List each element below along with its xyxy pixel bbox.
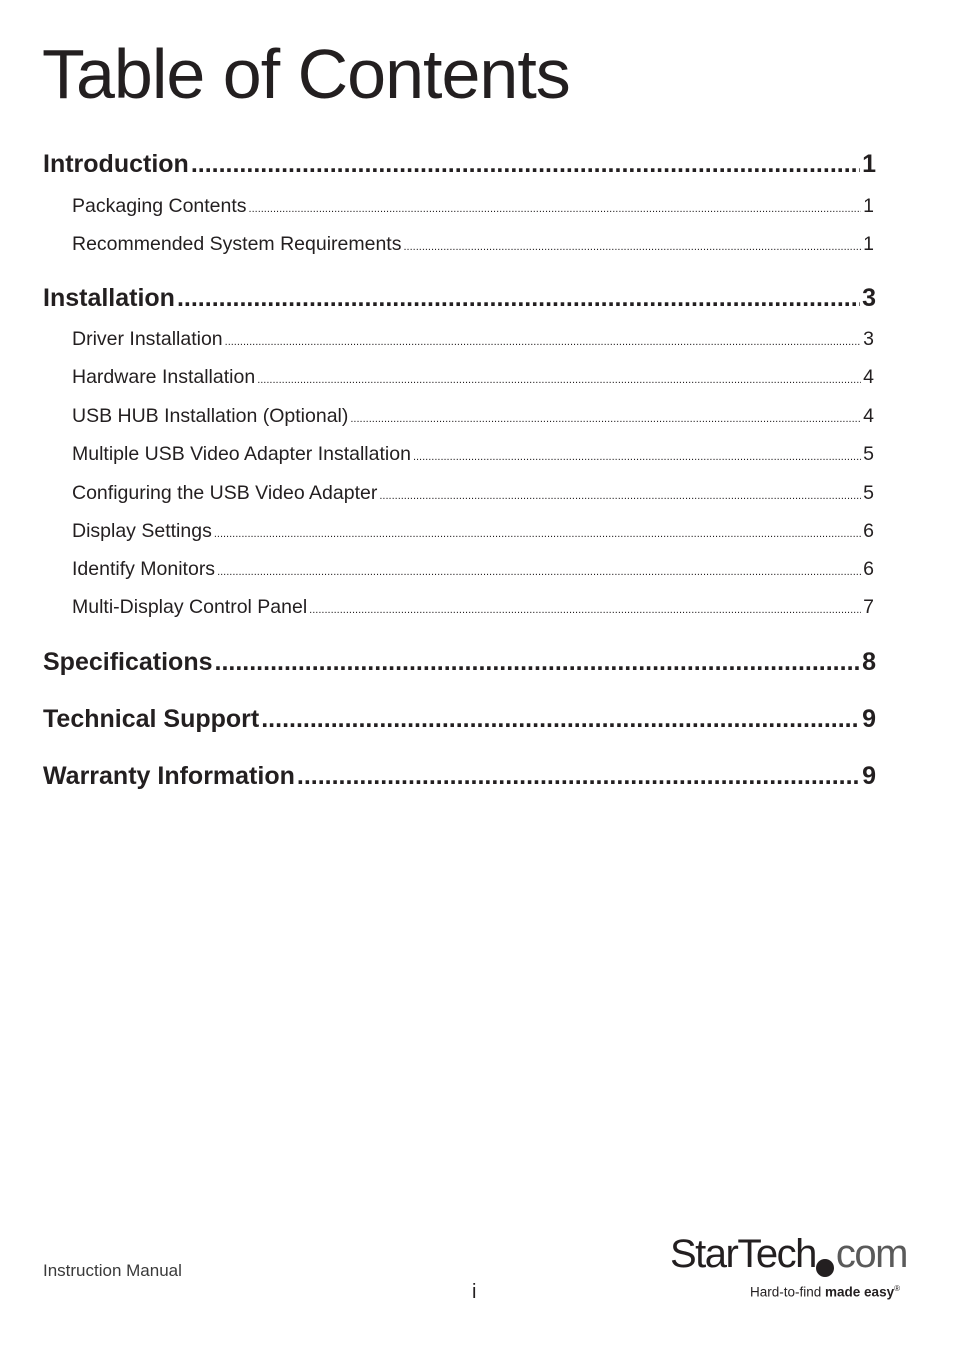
startech-logo	[670, 1232, 915, 1304]
toc-entry-label: Display Settings	[72, 520, 212, 542]
toc-entry-multiple-adapter-installation[interactable]	[72, 443, 874, 469]
toc-entry-page: 7	[863, 596, 874, 618]
toc-entry-page: 6	[863, 558, 874, 580]
dot-leader	[215, 648, 861, 677]
dot-leader	[177, 284, 860, 313]
toc-entry-label: Warranty Information	[43, 762, 295, 790]
dot-leader	[413, 451, 861, 463]
dot-leader	[403, 241, 861, 253]
toc-entry-label: Multiple USB Video Adapter Installation	[72, 443, 411, 465]
logo-brand-suffix: com	[835, 1232, 907, 1276]
dot-leader	[217, 566, 861, 578]
toc-entry-label: Specifications	[43, 648, 213, 676]
toc-entry-page: 5	[863, 443, 874, 465]
toc-entry-page: 1	[863, 233, 874, 255]
toc-entry-multi-display-control-panel[interactable]	[72, 596, 874, 622]
toc-entry-driver-installation[interactable]	[72, 328, 874, 354]
toc-entry-warranty-information[interactable]	[43, 762, 876, 794]
toc-entry-packaging-contents[interactable]	[72, 195, 874, 221]
dot-leader	[191, 150, 860, 179]
logo-dot-icon	[816, 1259, 834, 1277]
toc-entry-page: 1	[862, 150, 876, 178]
toc-entry-page: 3	[862, 284, 876, 312]
toc-entry-page: 5	[863, 482, 874, 504]
logo-tagline	[750, 1284, 900, 1300]
toc-entry-page: 4	[863, 405, 874, 427]
dot-leader	[350, 413, 861, 425]
toc-entry-label: Introduction	[43, 150, 189, 178]
logo-brand-main: StarTech	[670, 1232, 816, 1276]
toc-entry-label: Technical Support	[43, 705, 260, 733]
footer-document-type: Instruction Manual	[43, 1261, 182, 1280]
toc-entry-usb-hub-installation[interactable]	[72, 405, 874, 431]
toc-entry-page: 8	[862, 648, 876, 676]
toc-entry-page: 1	[863, 195, 874, 217]
toc-entry-page: 3	[863, 328, 874, 350]
toc-entry-label: USB HUB Installation (Optional)	[72, 405, 349, 427]
toc-entry-technical-support[interactable]	[43, 705, 876, 737]
toc-entry-label: Multi-Display Control Panel	[72, 596, 308, 618]
toc-entry-introduction[interactable]	[43, 150, 876, 182]
logo-tagline-regular: Hard-to-find	[750, 1284, 826, 1300]
toc-entry-system-requirements[interactable]	[72, 233, 874, 259]
dot-leader	[257, 374, 861, 386]
toc-entry-page: 4	[863, 366, 874, 388]
toc-entry-page: 9	[862, 762, 876, 790]
logo-wordmark	[670, 1232, 907, 1276]
dot-leader	[214, 528, 861, 540]
toc-entry-installation[interactable]	[43, 284, 876, 316]
toc-entry-label: Identify Monitors	[72, 558, 216, 580]
toc-entry-hardware-installation[interactable]	[72, 366, 874, 392]
toc-entry-specifications[interactable]	[43, 648, 876, 680]
toc-entry-label: Configuring the USB Video Adapter	[72, 482, 378, 504]
dot-leader	[379, 490, 861, 502]
toc-entry-display-settings[interactable]	[72, 520, 874, 546]
dot-leader	[297, 762, 860, 791]
toc-entry-page: 9	[862, 705, 876, 733]
toc-entry-label: Driver Installation	[72, 328, 223, 350]
toc-entry-configuring-adapter[interactable]	[72, 482, 874, 508]
toc-entry-label: Installation	[43, 284, 175, 312]
dot-leader	[249, 203, 862, 215]
dot-leader	[225, 336, 862, 348]
logo-tagline-bold: made easy	[825, 1284, 895, 1300]
page-title: Table of Contents	[42, 35, 570, 113]
toc-entry-label: Hardware Installation	[72, 366, 256, 388]
toc-entry-identify-monitors[interactable]	[72, 558, 874, 584]
toc-entry-page: 6	[863, 520, 874, 542]
toc-entry-label: Recommended System Requirements	[72, 233, 402, 255]
footer-page-number: i	[472, 1281, 477, 1303]
toc-entry-label: Packaging Contents	[72, 195, 247, 217]
dot-leader	[309, 604, 861, 616]
dot-leader	[261, 705, 860, 734]
registered-mark: ®	[894, 1284, 900, 1293]
